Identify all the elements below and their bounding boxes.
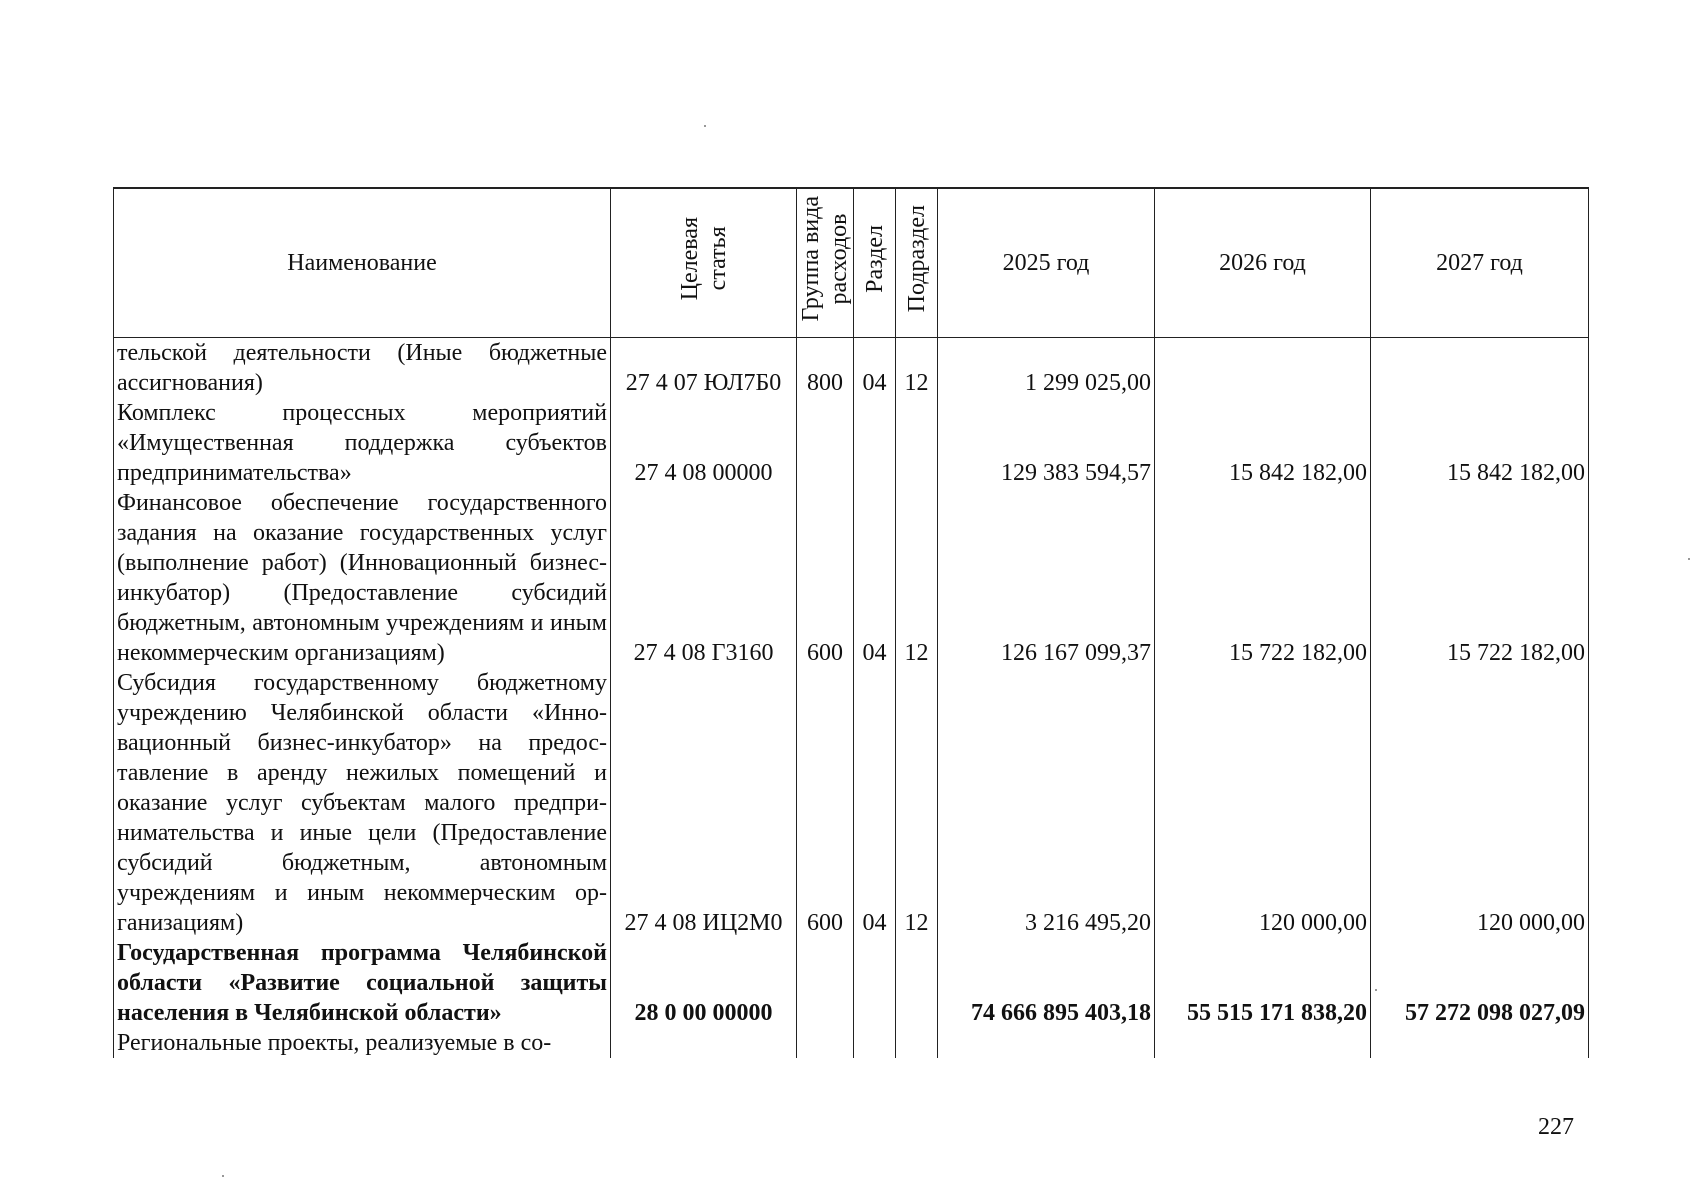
row-subsection [896, 398, 938, 488]
row-name: Финансовое обеспечение государственного задания на оказание государственных услуг (выполнение работ) (Инновационный бизнес-инкубатор) (Предоставление субсидий бюджетным, автономным учреждениям и иным некоммерческим организациям) [114, 488, 611, 668]
row-expense-group [797, 398, 854, 488]
header-subsection: Подраздел [896, 188, 938, 338]
scan-speck [704, 125, 706, 127]
row-subsection: 12 [896, 488, 938, 668]
scan-speck [222, 1175, 224, 1177]
row-subsection [896, 938, 938, 1028]
table-row-program [114, 938, 1589, 1028]
row-section [854, 938, 896, 1028]
table-row [114, 398, 1589, 488]
row-target-article: 28 0 00 00000 [611, 938, 797, 1028]
row-subsection: 12 [896, 668, 938, 938]
header-section: Раздел [854, 188, 896, 338]
row-section: 04 [854, 338, 896, 399]
header-expense-group [797, 188, 854, 338]
row-amount-2025: 129 383 594,57 [938, 398, 1155, 488]
row-amount-2027: 15 842 182,00 [1371, 398, 1589, 488]
row-amount-2026 [1155, 338, 1371, 399]
header-2025: 2025 год [938, 188, 1155, 338]
row-target-article: 27 4 07 ЮЛ7Б0 [611, 338, 797, 399]
row-expense-group [797, 1028, 854, 1058]
row-amount-2026: 55 515 171 838,20 [1155, 938, 1371, 1028]
row-amount-2027: 15 722 182,00 [1371, 488, 1589, 668]
row-name: Субсидия государственному бюджетному учреждению Челябинской области «Инновационный бизнес-инкубатор» на предоставление в аренду нежилых помещений и оказание услуг субъектам малого предпринимательства и иные цели (Предоставление субсидий бюджетным, автономным учреждениям и иным некоммерческим организациям) [114, 668, 611, 938]
budget-table [113, 187, 1589, 1058]
scan-speck [1375, 989, 1377, 991]
row-section: 04 [854, 668, 896, 938]
table-row [114, 668, 1589, 938]
row-name: Комплекс процессных мероприятий «Имущественная поддержка субъектов предпринимательства» [114, 398, 611, 488]
row-amount-2026: 15 722 182,00 [1155, 488, 1371, 668]
page-number: 227 [1538, 1114, 1574, 1140]
row-amount-2027 [1371, 338, 1589, 399]
scan-speck [1688, 558, 1690, 560]
row-expense-group: 600 [797, 488, 854, 668]
row-section [854, 1028, 896, 1058]
row-section: 04 [854, 488, 896, 668]
row-name: Государственная программа Челябинской области «Развитие социальной защиты населения в Челябинской области» [114, 938, 611, 1028]
header-target-article-text: Целевая статья [676, 217, 731, 301]
row-amount-2025 [938, 1028, 1155, 1058]
row-amount-2026 [1155, 1028, 1371, 1058]
header-2026: 2026 год [1155, 188, 1371, 338]
header-2027: 2027 год [1371, 188, 1589, 338]
row-target-article: 27 4 08 00000 [611, 398, 797, 488]
header-name: Наименование [114, 188, 611, 338]
table-header-row [114, 188, 1589, 338]
row-name: тельской деятельности (Иные бюджетные ассигнования) [114, 338, 611, 399]
row-amount-2025: 74 666 895 403,18 [938, 938, 1155, 1028]
row-amount-2027 [1371, 1028, 1589, 1058]
row-target-article [611, 1028, 797, 1058]
row-subsection: 12 [896, 338, 938, 399]
row-amount-2025: 126 167 099,37 [938, 488, 1155, 668]
row-name: Региональные проекты, реализуемые в со- [114, 1028, 611, 1058]
table-row [114, 488, 1589, 668]
row-amount-2025: 3 216 495,20 [938, 668, 1155, 938]
row-amount-2025: 1 299 025,00 [938, 338, 1155, 399]
row-target-article: 27 4 08 Г3160 [611, 488, 797, 668]
table-row [114, 338, 1589, 399]
row-amount-2027: 57 272 098 027,09 [1371, 938, 1589, 1028]
row-subsection [896, 1028, 938, 1058]
row-target-article: 27 4 08 ИЦ2М0 [611, 668, 797, 938]
row-section [854, 398, 896, 488]
row-amount-2026: 15 842 182,00 [1155, 398, 1371, 488]
row-amount-2027: 120 000,00 [1371, 668, 1589, 938]
row-expense-group: 600 [797, 668, 854, 938]
header-target-article [611, 188, 797, 338]
table-row [114, 1028, 1589, 1058]
row-expense-group: 800 [797, 338, 854, 399]
header-expense-group-text: Группа вида расходов [798, 196, 852, 322]
row-expense-group [797, 938, 854, 1028]
row-amount-2026: 120 000,00 [1155, 668, 1371, 938]
